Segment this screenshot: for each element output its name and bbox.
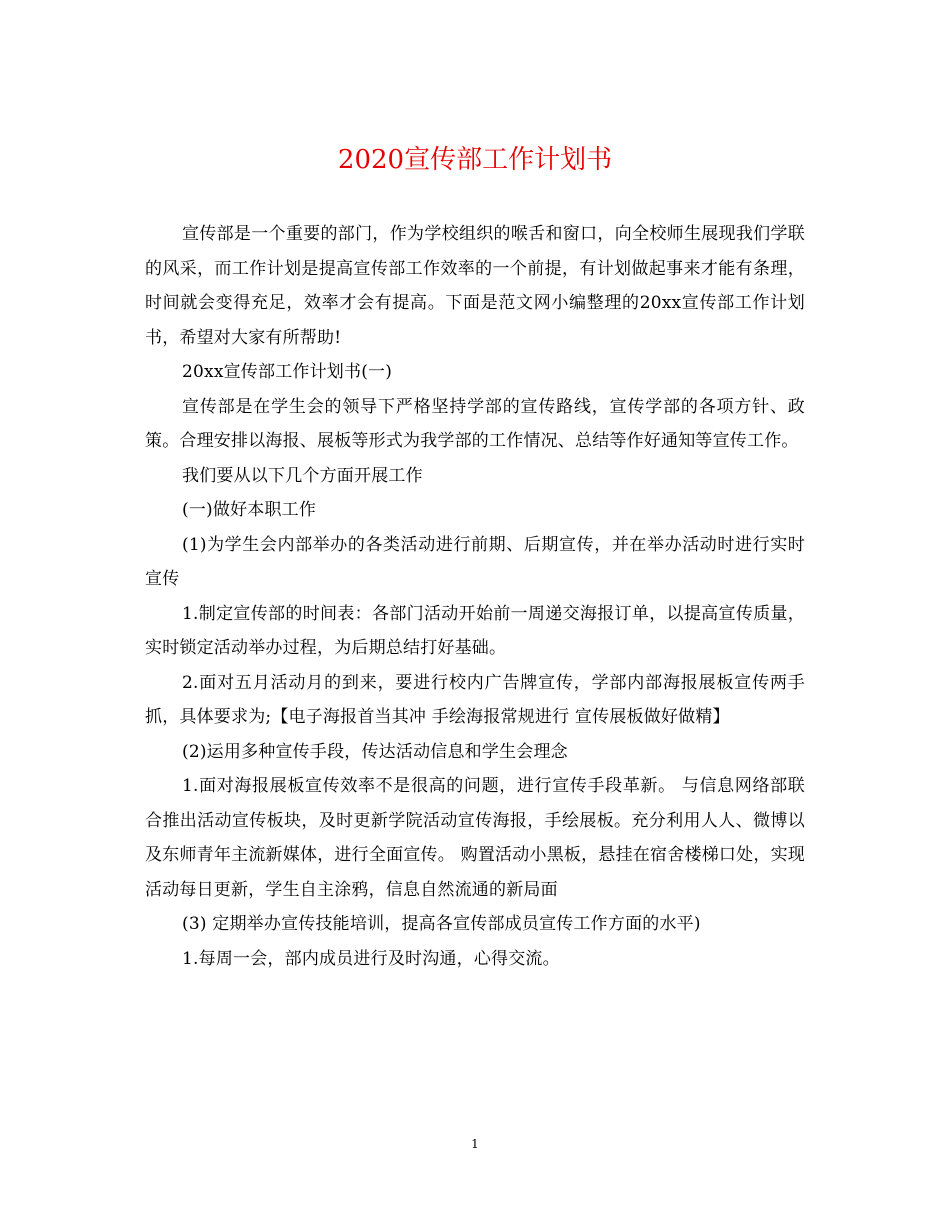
paragraph-point-3: 1.面对海报展板宣传效率不是很高的问题，进行宣传手段革新。 与信息网络部联合推出活动宣传板块，及时更新学院活动宣传海报，手绘展板。充分利用人人、微博以及东师青年主流新媒体，进行全面宣传。 购置活动小黑板，悬挂在宿舍楼梯口处，实现活动每日更新，学生自主涂鸦，信息自然流通的新局面 <box>145 776 805 900</box>
paragraph-point-1: 1.制定宣传部的时间表：各部门活动开始前一周递交海报订单，以提高宣传质量，实时锁定活动举办过程，为后期总结打好基础。 <box>145 603 805 658</box>
page-number: 1 <box>471 1137 479 1151</box>
document-title: 2020宣传部工作计划书 <box>337 145 613 175</box>
paragraph-item-one: (一)做好本职工作 <box>182 500 317 520</box>
paragraph-subitem-2: (2)运用多种宣传手段，传达活动信息和学生会理念 <box>182 741 568 762</box>
paragraph-subitem-1: (1)为学生会内部举办的各类活动进行前期、后期宣传，并在举办活动时进行实时宣传 <box>145 534 805 589</box>
paragraph-subitem-3: (3) 定期举办宣传技能培训，提高各宣传部成员宣传工作方面的水平) <box>182 914 701 934</box>
paragraph-section-heading: 20xx宣传部工作计划书(一) <box>182 362 393 382</box>
paragraph-role: 宣传部是在学生会的领导下严格坚持学部的宣传路线，宣传学部的各项方针、政策。合理安排以海报、展板等形式为我学部的工作情况、总结等作好通知等宣传工作。 <box>145 396 805 451</box>
paragraph-work-aspects: 我们要从以下几个方面开展工作 <box>182 465 423 486</box>
paragraph-intro: 宣传部是一个重要的部门，作为学校组织的喉舌和窗口，向全校师生展现我们学联的风采，而工作计划是提高宣传部工作效率的一个前提，有计划做起事来才能有条理，时间就会变得充足，效率才会有提高。下面是范文网小编整理的20xx宣传部工作计划书，希望对大家有所帮助! <box>145 224 805 348</box>
paragraph-point-2: 2.面对五月活动月的到来，要进行校内广告牌宣传，学部内部海报展板宣传两手抓，具体要求为;【电子海报首当其冲 手绘海报常规进行 宣传展板做好做精】 <box>145 672 805 727</box>
paragraph-point-4: 1.每周一会，部内成员进行及时沟通，心得交流。 <box>182 948 560 969</box>
document-body <box>145 217 805 976</box>
